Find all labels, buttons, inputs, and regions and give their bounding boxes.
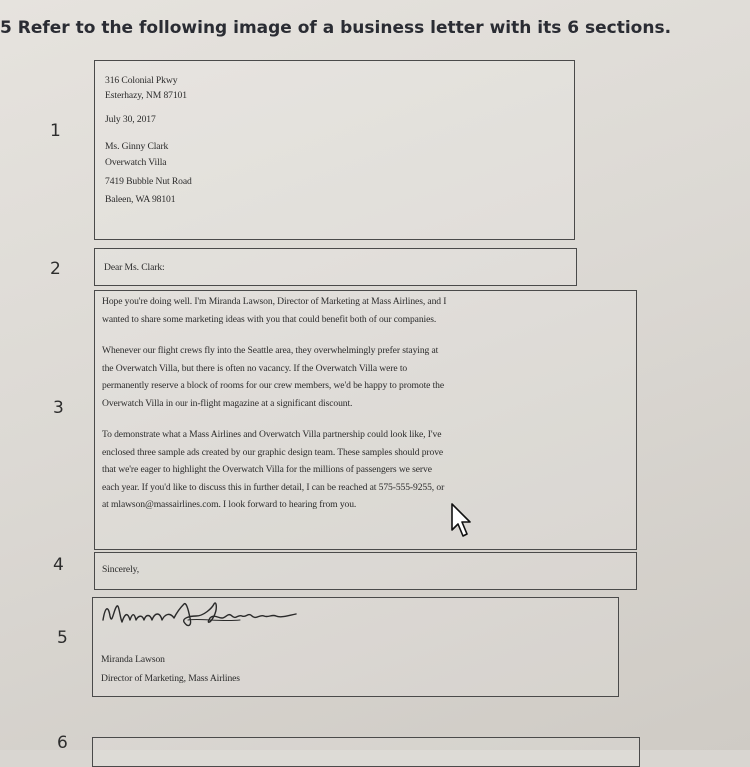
sender-address-line-1: 316 Colonial Pkwy (105, 75, 178, 86)
body-line: enclosed three sample ads created by our graphic design team. These samples should prove (102, 446, 444, 458)
handwritten-signature (100, 598, 310, 638)
section-1-heading-box (94, 60, 575, 240)
body-line: that we're eager to highlight the Overwatch Villa for the millions of passengers we serve (102, 464, 432, 475)
body-line: To demonstrate what a Mass Airlines and Overwatch Villa partnership could look like, I've (102, 429, 442, 440)
body-line: each year. If you'd like to discuss this in further detail, I can be reached at 575-555-9255, or (102, 481, 445, 493)
salutation: Dear Ms. Clark: (104, 262, 165, 273)
signer-name: Miranda Lawson (101, 654, 165, 665)
section-3-body-box (94, 290, 637, 550)
body-line: wanted to share some marketing ideas with you that could benefit both of our companies. (102, 313, 437, 325)
question-heading: 5 Refer to the following image of a business letter with its 6 sections. (0, 18, 672, 38)
body-line: Overwatch Villa in our in-flight magazine at a significant discount. (102, 397, 353, 409)
section-number-2: 2 (50, 259, 61, 279)
body-line: permanently reserve a block of rooms for our crew members, we'd be happy to promote the (102, 380, 445, 391)
body-paragraph-2 (102, 342, 636, 412)
letter-date: July 30, 2017 (105, 114, 156, 125)
body-line: Whenever our flight crews fly into the Seattle area, they overwhelmingly prefer staying at (102, 345, 439, 356)
closing: Sincerely, (102, 564, 140, 575)
section-number-3: 3 (53, 398, 64, 418)
body-paragraph-3 (102, 426, 636, 514)
body-line: the Overwatch Villa, but there is often no vacancy. If the Overwatch Villa were to (102, 362, 408, 374)
section-number-4: 4 (53, 555, 64, 575)
recipient-name: Ms. Ginny Clark (105, 140, 169, 152)
section-number-5: 5 (57, 628, 68, 648)
body-line: at mlawson@massairlines.com. I look forward to hearing from you. (102, 499, 357, 510)
body-paragraph-1 (102, 293, 636, 328)
section-number-1: 1 (50, 121, 61, 141)
recipient-city: Baleen, WA 98101 (105, 194, 176, 205)
section-2-salutation-box (94, 248, 577, 286)
hand-pointer-icon (448, 502, 478, 544)
body-line: Hope you're doing well. I'm Miranda Lawson, Director of Marketing at Mass Airlines, and I (102, 296, 447, 307)
recipient-company: Overwatch Villa (105, 157, 167, 168)
section-number-6: 6 (57, 733, 68, 753)
sender-address-line-2: Esterhazy, NM 87101 (105, 89, 187, 101)
signer-title: Director of Marketing, Mass Airlines (101, 672, 240, 684)
section-6-box (92, 737, 640, 767)
recipient-street: 7419 Bubble Nut Road (105, 175, 192, 187)
section-4-closing-box (94, 552, 637, 590)
